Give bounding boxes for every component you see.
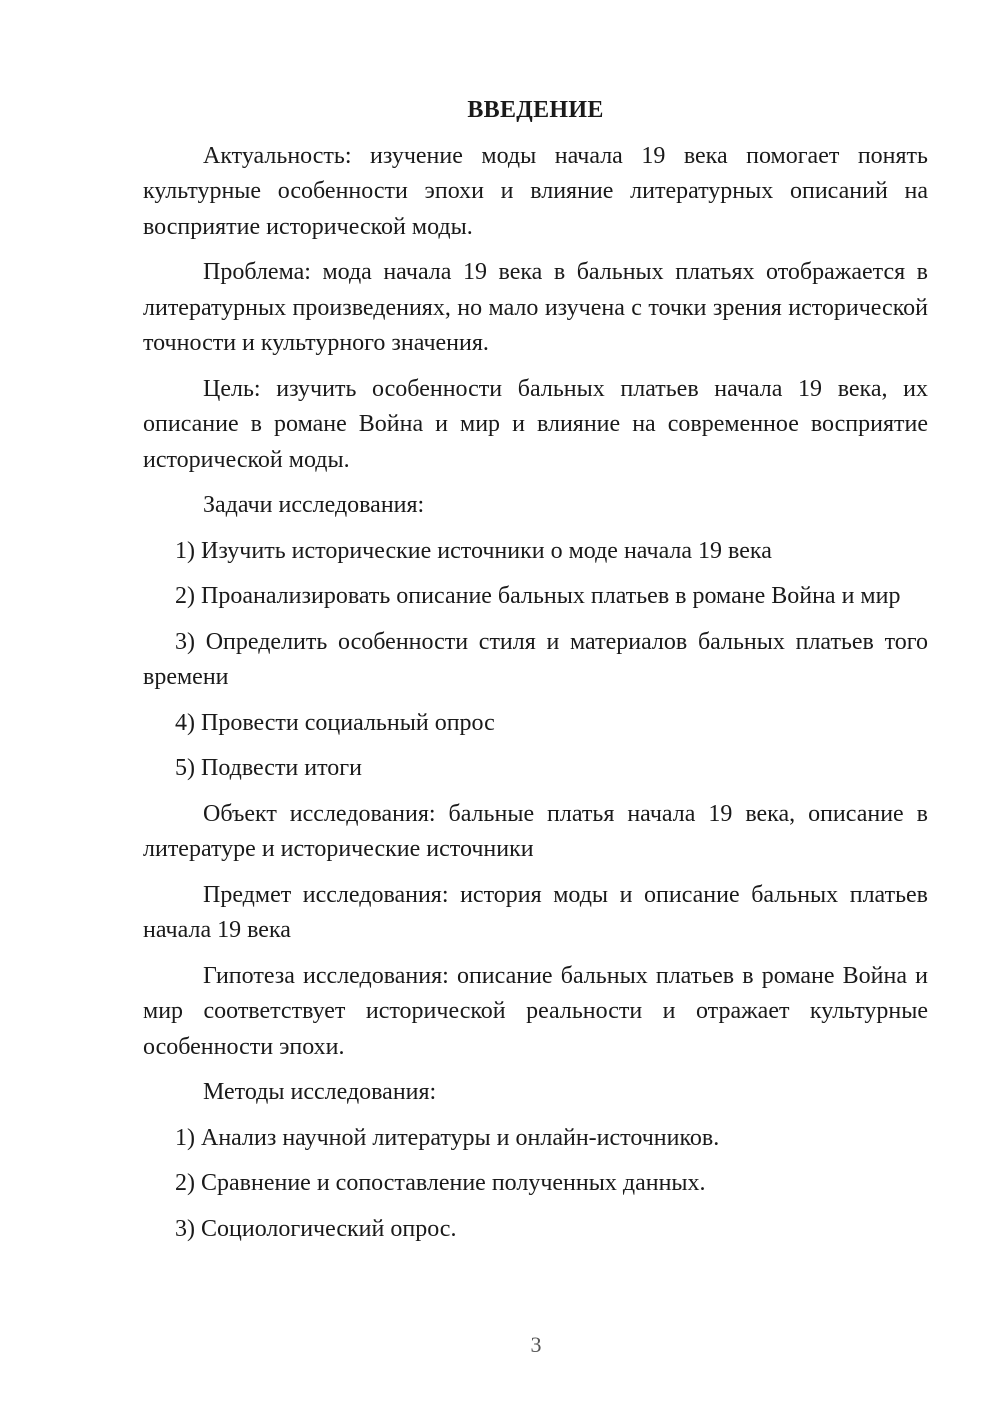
section-title: ВВЕДЕНИЕ: [467, 97, 604, 123]
task-item: 3) Определить особенности стиля и материалов бальных платьев того времени: [143, 628, 928, 690]
task-item: 4) Провести социальный опрос: [175, 709, 495, 736]
object-paragraph: Объект исследования: бальные платья начала 19 века, описание в литературе и исторические источники: [143, 800, 928, 862]
page-number: 3: [530, 1332, 542, 1357]
tasks-heading: Задачи исследования:: [203, 492, 425, 518]
method-item: 3) Социологический опрос.: [175, 1215, 457, 1242]
task-item: 2) Проанализировать описание бальных платьев в романе Война и мир: [175, 583, 901, 609]
page-content: [143, 93, 928, 1257]
method-item: 2) Сравнение и сопоставление полученных данных.: [175, 1170, 706, 1196]
problem-paragraph: Проблема: мода начала 19 века в бальных платьях отображается в литературных произведениях, но мало изучена с точки зрения исторической точности и культурного значения.: [143, 259, 928, 356]
goal-paragraph: Цель: изучить особенности бальных платьев начала 19 века, их описание в романе Война и мир и влияние на современное восприятие исторической моды.: [143, 375, 928, 473]
task-item: 1) Изучить исторические источники о моде начала 19 века: [175, 537, 772, 564]
method-item: 1) Анализ научной литературы и онлайн-источников.: [175, 1124, 720, 1151]
subject-paragraph: Предмет исследования: история моды и описание бальных платьев начала 19 века: [143, 881, 928, 943]
task-item: 5) Подвести итоги: [175, 755, 362, 781]
methods-heading: Методы исследования:: [203, 1079, 437, 1105]
hypothesis-paragraph: Гипотеза исследования: описание бальных платьев в романе Война и мир соответствует исторической реальности и отражает культурные особенности эпохи.: [143, 962, 928, 1060]
relevance-paragraph: Актуальность: изучение моды начала 19 века помогает понять культурные особенности эпохи и влияние литературных описаний на восприятие исторической моды.: [143, 142, 928, 240]
